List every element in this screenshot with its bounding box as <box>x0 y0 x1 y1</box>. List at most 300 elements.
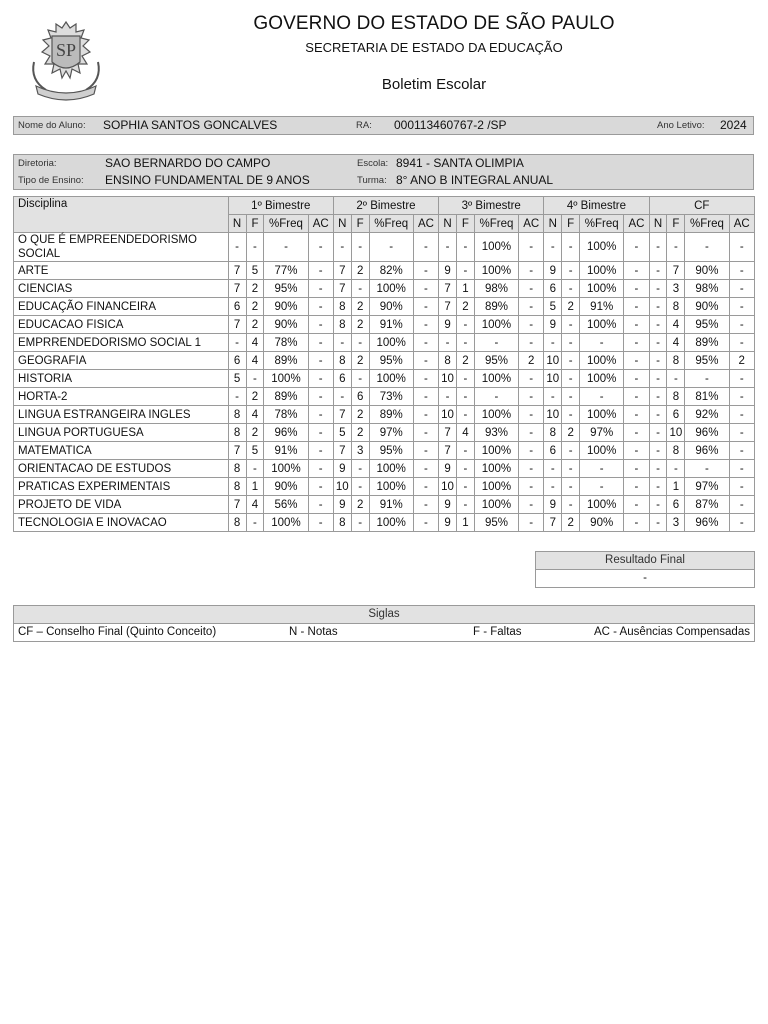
grade-cell: 100% <box>369 370 413 388</box>
legend-title: Siglas <box>14 606 754 624</box>
grade-cell: 2 <box>351 496 369 514</box>
disciplina-cell: TECNOLOGIA E INOVACAO <box>14 514 229 532</box>
grade-cell: - <box>519 514 544 532</box>
grade-cell: - <box>649 233 667 262</box>
grade-cell: - <box>649 406 667 424</box>
grade-cell: 81% <box>685 388 729 406</box>
grade-cell: 10 <box>544 352 562 370</box>
table-row <box>14 514 755 532</box>
diretoria-label: Diretoria: <box>18 158 57 169</box>
grade-cell: - <box>624 370 649 388</box>
grade-cell: 7 <box>439 298 457 316</box>
grade-cell: 4 <box>246 496 264 514</box>
grade-cell: - <box>562 352 580 370</box>
grade-cell: - <box>729 316 754 334</box>
subheader-cell: F <box>667 215 685 233</box>
grade-cell: - <box>562 496 580 514</box>
grade-cell: 2 <box>351 406 369 424</box>
grade-cell: 9 <box>439 514 457 532</box>
grade-cell: 100% <box>580 262 624 280</box>
grade-cell: - <box>624 352 649 370</box>
grade-cell: 8 <box>228 424 246 442</box>
grade-cell: 6 <box>351 388 369 406</box>
grade-cell: 97% <box>369 424 413 442</box>
grade-cell: - <box>667 233 685 262</box>
student-info-bar <box>13 116 754 135</box>
grade-cell: - <box>413 370 438 388</box>
table-row <box>14 233 755 262</box>
grade-cell: 95% <box>474 514 518 532</box>
grade-cell: - <box>439 334 457 352</box>
group-header: CF <box>649 197 754 215</box>
grade-cell: 6 <box>544 442 562 460</box>
grade-cell: 100% <box>474 460 518 478</box>
grade-cell: 100% <box>369 334 413 352</box>
grade-cell: - <box>246 514 264 532</box>
grade-cell: 10 <box>667 424 685 442</box>
ra-label: RA: <box>356 120 372 131</box>
grade-cell: - <box>649 370 667 388</box>
grade-cell: 2 <box>351 424 369 442</box>
grade-cell: 95% <box>369 442 413 460</box>
year-label: Ano Letivo: <box>657 120 705 131</box>
grade-cell: 98% <box>685 280 729 298</box>
grade-cell: 10 <box>439 478 457 496</box>
grade-cell: - <box>685 460 729 478</box>
grade-cell: 2 <box>351 298 369 316</box>
escola-value: 8941 - SANTA OLIMPIA <box>396 156 524 170</box>
table-row <box>14 298 755 316</box>
grade-cell: 2 <box>246 280 264 298</box>
grade-cell: - <box>729 262 754 280</box>
grade-cell: - <box>562 262 580 280</box>
disciplina-cell: HISTORIA <box>14 370 229 388</box>
grade-cell: - <box>729 478 754 496</box>
disciplina-cell: LINGUA PORTUGUESA <box>14 424 229 442</box>
grade-cell: - <box>624 298 649 316</box>
grade-cell: - <box>649 316 667 334</box>
grade-cell: 77% <box>264 262 308 280</box>
grade-cell: - <box>624 334 649 352</box>
grade-cell: 4 <box>667 316 685 334</box>
final-result-box <box>535 551 755 588</box>
subheader-cell: AC <box>308 215 333 233</box>
grade-cell: 90% <box>685 262 729 280</box>
grade-cell: - <box>456 460 474 478</box>
grade-cell: - <box>729 334 754 352</box>
grade-cell: 4 <box>667 334 685 352</box>
grade-cell: - <box>413 388 438 406</box>
grade-cell: - <box>413 514 438 532</box>
grade-cell: 100% <box>580 496 624 514</box>
grade-cell: - <box>519 233 544 262</box>
subheader-cell: F <box>562 215 580 233</box>
grade-cell: - <box>308 388 333 406</box>
grade-cell: 6 <box>667 406 685 424</box>
grade-cell: 7 <box>228 316 246 334</box>
grade-cell: 100% <box>474 233 518 262</box>
disciplina-cell: LINGUA ESTRANGEIRA INGLES <box>14 406 229 424</box>
grade-cell: - <box>729 370 754 388</box>
grade-cell: - <box>439 233 457 262</box>
grade-cell: 2 <box>562 424 580 442</box>
grade-cell: 56% <box>264 496 308 514</box>
grade-cell: - <box>729 298 754 316</box>
tipo-ensino-label: Tipo de Ensino: <box>18 175 84 186</box>
year-value: 2024 <box>720 118 747 132</box>
table-row <box>14 352 755 370</box>
grade-cell: - <box>519 388 544 406</box>
grade-cell: 10 <box>439 370 457 388</box>
final-result-value: - <box>643 572 647 584</box>
table-row <box>14 460 755 478</box>
turma-value: 8° ANO B INTEGRAL ANUAL <box>396 173 554 187</box>
grade-cell: - <box>624 262 649 280</box>
legend-row <box>14 624 754 641</box>
grade-cell: - <box>580 478 624 496</box>
grade-cell: - <box>519 424 544 442</box>
grade-cell: - <box>474 388 518 406</box>
grade-cell: - <box>369 233 413 262</box>
group-header: 1º Bimestre <box>228 197 333 215</box>
subheader-cell: N <box>333 215 351 233</box>
sao-paulo-state-seal-icon <box>26 16 106 102</box>
grade-cell: - <box>624 496 649 514</box>
grade-cell: 96% <box>685 514 729 532</box>
grade-cell: - <box>308 406 333 424</box>
grade-cell: - <box>308 262 333 280</box>
subheader-cell: AC <box>729 215 754 233</box>
grade-cell: 100% <box>580 442 624 460</box>
grade-cell: - <box>456 406 474 424</box>
disciplina-cell: EDUCAÇÃO FINANCEIRA <box>14 298 229 316</box>
disciplina-cell: ORIENTACAO DE ESTUDOS <box>14 460 229 478</box>
table-row <box>14 442 755 460</box>
grade-cell: 92% <box>685 406 729 424</box>
grade-cell: - <box>729 406 754 424</box>
grade-cell: 6 <box>228 298 246 316</box>
grade-cell: - <box>624 460 649 478</box>
grade-cell: 100% <box>580 280 624 298</box>
grade-cell: 6 <box>667 496 685 514</box>
grade-cell: - <box>519 370 544 388</box>
grade-cell: 90% <box>264 316 308 334</box>
grade-cell: - <box>333 388 351 406</box>
grade-cell: - <box>456 233 474 262</box>
grade-cell: 100% <box>369 460 413 478</box>
grade-cell: 9 <box>333 460 351 478</box>
table-row <box>14 424 755 442</box>
grade-cell: 100% <box>580 406 624 424</box>
grade-cell: 95% <box>685 316 729 334</box>
grade-cell: 90% <box>369 298 413 316</box>
grade-cell: - <box>562 370 580 388</box>
grade-cell: 91% <box>369 496 413 514</box>
grade-cell: - <box>562 334 580 352</box>
grade-cell: - <box>413 262 438 280</box>
grade-cell: - <box>308 496 333 514</box>
government-title: GOVERNO DO ESTADO DE SÃO PAULO <box>253 13 615 34</box>
grade-cell: - <box>685 233 729 262</box>
grade-cell: - <box>649 298 667 316</box>
grade-cell: - <box>519 334 544 352</box>
school-info-bar <box>13 154 754 190</box>
grade-cell: 4 <box>456 424 474 442</box>
grade-cell: 9 <box>544 262 562 280</box>
grade-cell: 2 <box>456 352 474 370</box>
grade-cell: - <box>413 442 438 460</box>
grade-cell: 95% <box>264 280 308 298</box>
grade-cell: - <box>351 460 369 478</box>
grade-cell: - <box>667 370 685 388</box>
grade-cell: - <box>308 478 333 496</box>
grade-cell: 100% <box>264 514 308 532</box>
grade-cell: - <box>519 460 544 478</box>
grade-cell: 2 <box>246 316 264 334</box>
grade-cell: 97% <box>580 424 624 442</box>
grade-cell: 6 <box>544 280 562 298</box>
grade-cell: - <box>456 388 474 406</box>
grade-cell: 9 <box>544 496 562 514</box>
legend-box <box>13 605 755 642</box>
grade-cell: - <box>562 316 580 334</box>
grade-cell: - <box>308 298 333 316</box>
grade-cell: 7 <box>439 442 457 460</box>
group-header: 2º Bimestre <box>333 197 438 215</box>
grade-cell: - <box>308 424 333 442</box>
grade-cell: - <box>413 316 438 334</box>
grade-cell: - <box>413 478 438 496</box>
grade-cell: 90% <box>264 298 308 316</box>
grade-cell: - <box>456 370 474 388</box>
grade-cell: 2 <box>562 298 580 316</box>
grade-cell: 90% <box>685 298 729 316</box>
grade-cell: - <box>308 514 333 532</box>
grade-cell: - <box>649 460 667 478</box>
grade-cell: - <box>624 424 649 442</box>
subheader-cell: N <box>544 215 562 233</box>
grade-cell: 3 <box>351 442 369 460</box>
grade-cell: - <box>519 280 544 298</box>
grade-cell: - <box>456 262 474 280</box>
grade-cell: - <box>413 233 438 262</box>
grade-cell: - <box>456 334 474 352</box>
grade-cell: - <box>729 496 754 514</box>
subheader-cell: AC <box>624 215 649 233</box>
grade-cell: - <box>544 334 562 352</box>
grade-cell: 8 <box>667 298 685 316</box>
grade-cell: 2 <box>729 352 754 370</box>
grade-cell: 7 <box>333 442 351 460</box>
disciplina-cell: ARTE <box>14 262 229 280</box>
final-result-label: Resultado Final <box>536 552 754 570</box>
turma-label: Turma: <box>357 175 387 186</box>
grade-cell: - <box>308 233 333 262</box>
grade-cell: 9 <box>544 316 562 334</box>
grade-cell: - <box>729 442 754 460</box>
grade-cell: - <box>246 233 264 262</box>
grade-cell: - <box>308 352 333 370</box>
subheader-cell: F <box>351 215 369 233</box>
grade-cell: - <box>729 388 754 406</box>
legend-item: AC - Ausências Compensadas <box>594 626 750 638</box>
grade-cell: 96% <box>685 424 729 442</box>
grade-cell: 9 <box>333 496 351 514</box>
grade-cell: - <box>667 460 685 478</box>
secretariat-subtitle: SECRETARIA DE ESTADO DA EDUCAÇÃO <box>305 40 563 55</box>
grade-cell: 10 <box>544 406 562 424</box>
grade-cell: 8 <box>228 460 246 478</box>
grade-cell: - <box>580 460 624 478</box>
grade-cell: - <box>413 424 438 442</box>
grade-cell: 91% <box>369 316 413 334</box>
grade-cell: - <box>228 388 246 406</box>
grade-cell: - <box>439 388 457 406</box>
disciplina-cell: HORTA-2 <box>14 388 229 406</box>
disciplina-header: Disciplina <box>14 197 229 233</box>
grade-cell: - <box>413 298 438 316</box>
grade-cell: 96% <box>685 442 729 460</box>
grade-cell: 100% <box>369 478 413 496</box>
disciplina-cell: MATEMATICA <box>14 442 229 460</box>
table-row <box>14 262 755 280</box>
grade-cell: - <box>308 316 333 334</box>
grade-cell: 2 <box>562 514 580 532</box>
grade-cell: 2 <box>246 298 264 316</box>
disciplina-cell: PROJETO DE VIDA <box>14 496 229 514</box>
grade-cell: 5 <box>246 442 264 460</box>
grade-cell: 100% <box>474 496 518 514</box>
grade-cell: - <box>413 460 438 478</box>
svg-text:SP: SP <box>55 40 77 60</box>
grade-cell: - <box>562 478 580 496</box>
grade-cell: - <box>649 424 667 442</box>
grade-cell: 6 <box>228 352 246 370</box>
grade-cell: 95% <box>369 352 413 370</box>
grade-cell: - <box>580 334 624 352</box>
grade-cell: 93% <box>474 424 518 442</box>
grade-cell: 3 <box>667 514 685 532</box>
table-row <box>14 334 755 352</box>
grade-cell: - <box>544 460 562 478</box>
grade-cell: 100% <box>369 514 413 532</box>
grade-cell: 8 <box>333 316 351 334</box>
group-header: 4º Bimestre <box>544 197 649 215</box>
table-row <box>14 388 755 406</box>
grade-cell: 5 <box>333 424 351 442</box>
grade-cell: - <box>308 370 333 388</box>
grade-cell: 100% <box>580 316 624 334</box>
grade-cell: - <box>562 233 580 262</box>
grade-cell: 1 <box>246 478 264 496</box>
grade-cell: 4 <box>246 334 264 352</box>
grade-cell: 100% <box>474 406 518 424</box>
grade-cell: - <box>562 442 580 460</box>
grade-cell: - <box>544 388 562 406</box>
grade-cell: - <box>624 442 649 460</box>
disciplina-cell: CIENCIAS <box>14 280 229 298</box>
grade-cell: - <box>729 514 754 532</box>
grade-cell: - <box>562 406 580 424</box>
grade-cell: - <box>519 406 544 424</box>
grade-cell: - <box>624 388 649 406</box>
grade-cell: - <box>351 514 369 532</box>
grade-cell: - <box>519 478 544 496</box>
grade-cell: - <box>308 280 333 298</box>
grade-cell: - <box>474 334 518 352</box>
grade-cell: 100% <box>474 316 518 334</box>
grade-cell: - <box>729 233 754 262</box>
disciplina-cell: EDUCACAO FISICA <box>14 316 229 334</box>
grade-cell: 87% <box>685 496 729 514</box>
grade-cell: - <box>413 406 438 424</box>
grade-cell: 7 <box>667 262 685 280</box>
grade-cell: 8 <box>667 442 685 460</box>
grade-cell: - <box>649 352 667 370</box>
grade-cell: 8 <box>333 298 351 316</box>
grade-cell: 78% <box>264 334 308 352</box>
grade-cell: 8 <box>228 478 246 496</box>
grade-cell: 98% <box>474 280 518 298</box>
grade-cell: - <box>649 280 667 298</box>
subheader-cell: N <box>439 215 457 233</box>
grade-cell: 8 <box>439 352 457 370</box>
table-row <box>14 406 755 424</box>
grade-cell: - <box>649 388 667 406</box>
grade-cell: 2 <box>351 316 369 334</box>
disciplina-cell: EMPRRENDEDORISMO SOCIAL 1 <box>14 334 229 352</box>
group-header: 3º Bimestre <box>439 197 544 215</box>
table-row <box>14 496 755 514</box>
grade-cell: 89% <box>474 298 518 316</box>
grade-cell: 10 <box>544 370 562 388</box>
grade-cell: - <box>624 280 649 298</box>
grade-cell: 7 <box>439 280 457 298</box>
grade-cell: 96% <box>264 424 308 442</box>
grade-cell: - <box>351 280 369 298</box>
grade-cell: - <box>624 316 649 334</box>
grade-cell: 1 <box>456 514 474 532</box>
grade-cell: - <box>351 334 369 352</box>
grade-cell: - <box>413 280 438 298</box>
subheader-cell: N <box>228 215 246 233</box>
grade-cell: - <box>624 478 649 496</box>
grade-cell: - <box>649 442 667 460</box>
grade-cell: - <box>413 352 438 370</box>
grade-cell: - <box>562 280 580 298</box>
subheader-cell: %Freq <box>264 215 308 233</box>
student-name: SOPHIA SANTOS GONCALVES <box>103 118 278 132</box>
grade-cell: - <box>246 370 264 388</box>
grade-cell: 100% <box>264 370 308 388</box>
grade-cell: 7 <box>333 406 351 424</box>
grade-cell: 5 <box>544 298 562 316</box>
grade-cell: 100% <box>474 442 518 460</box>
grade-cell: 7 <box>333 280 351 298</box>
grade-cell: - <box>228 233 246 262</box>
subheader-cell: F <box>456 215 474 233</box>
grade-cell: 89% <box>369 406 413 424</box>
grade-cell: - <box>413 496 438 514</box>
grade-cell: - <box>228 334 246 352</box>
grade-cell: 2 <box>351 352 369 370</box>
grade-cell: 90% <box>264 478 308 496</box>
grade-cell: - <box>544 478 562 496</box>
grade-cell: 100% <box>369 280 413 298</box>
grade-cell: - <box>333 233 351 262</box>
grade-cell: 100% <box>264 460 308 478</box>
grade-cell: - <box>333 334 351 352</box>
